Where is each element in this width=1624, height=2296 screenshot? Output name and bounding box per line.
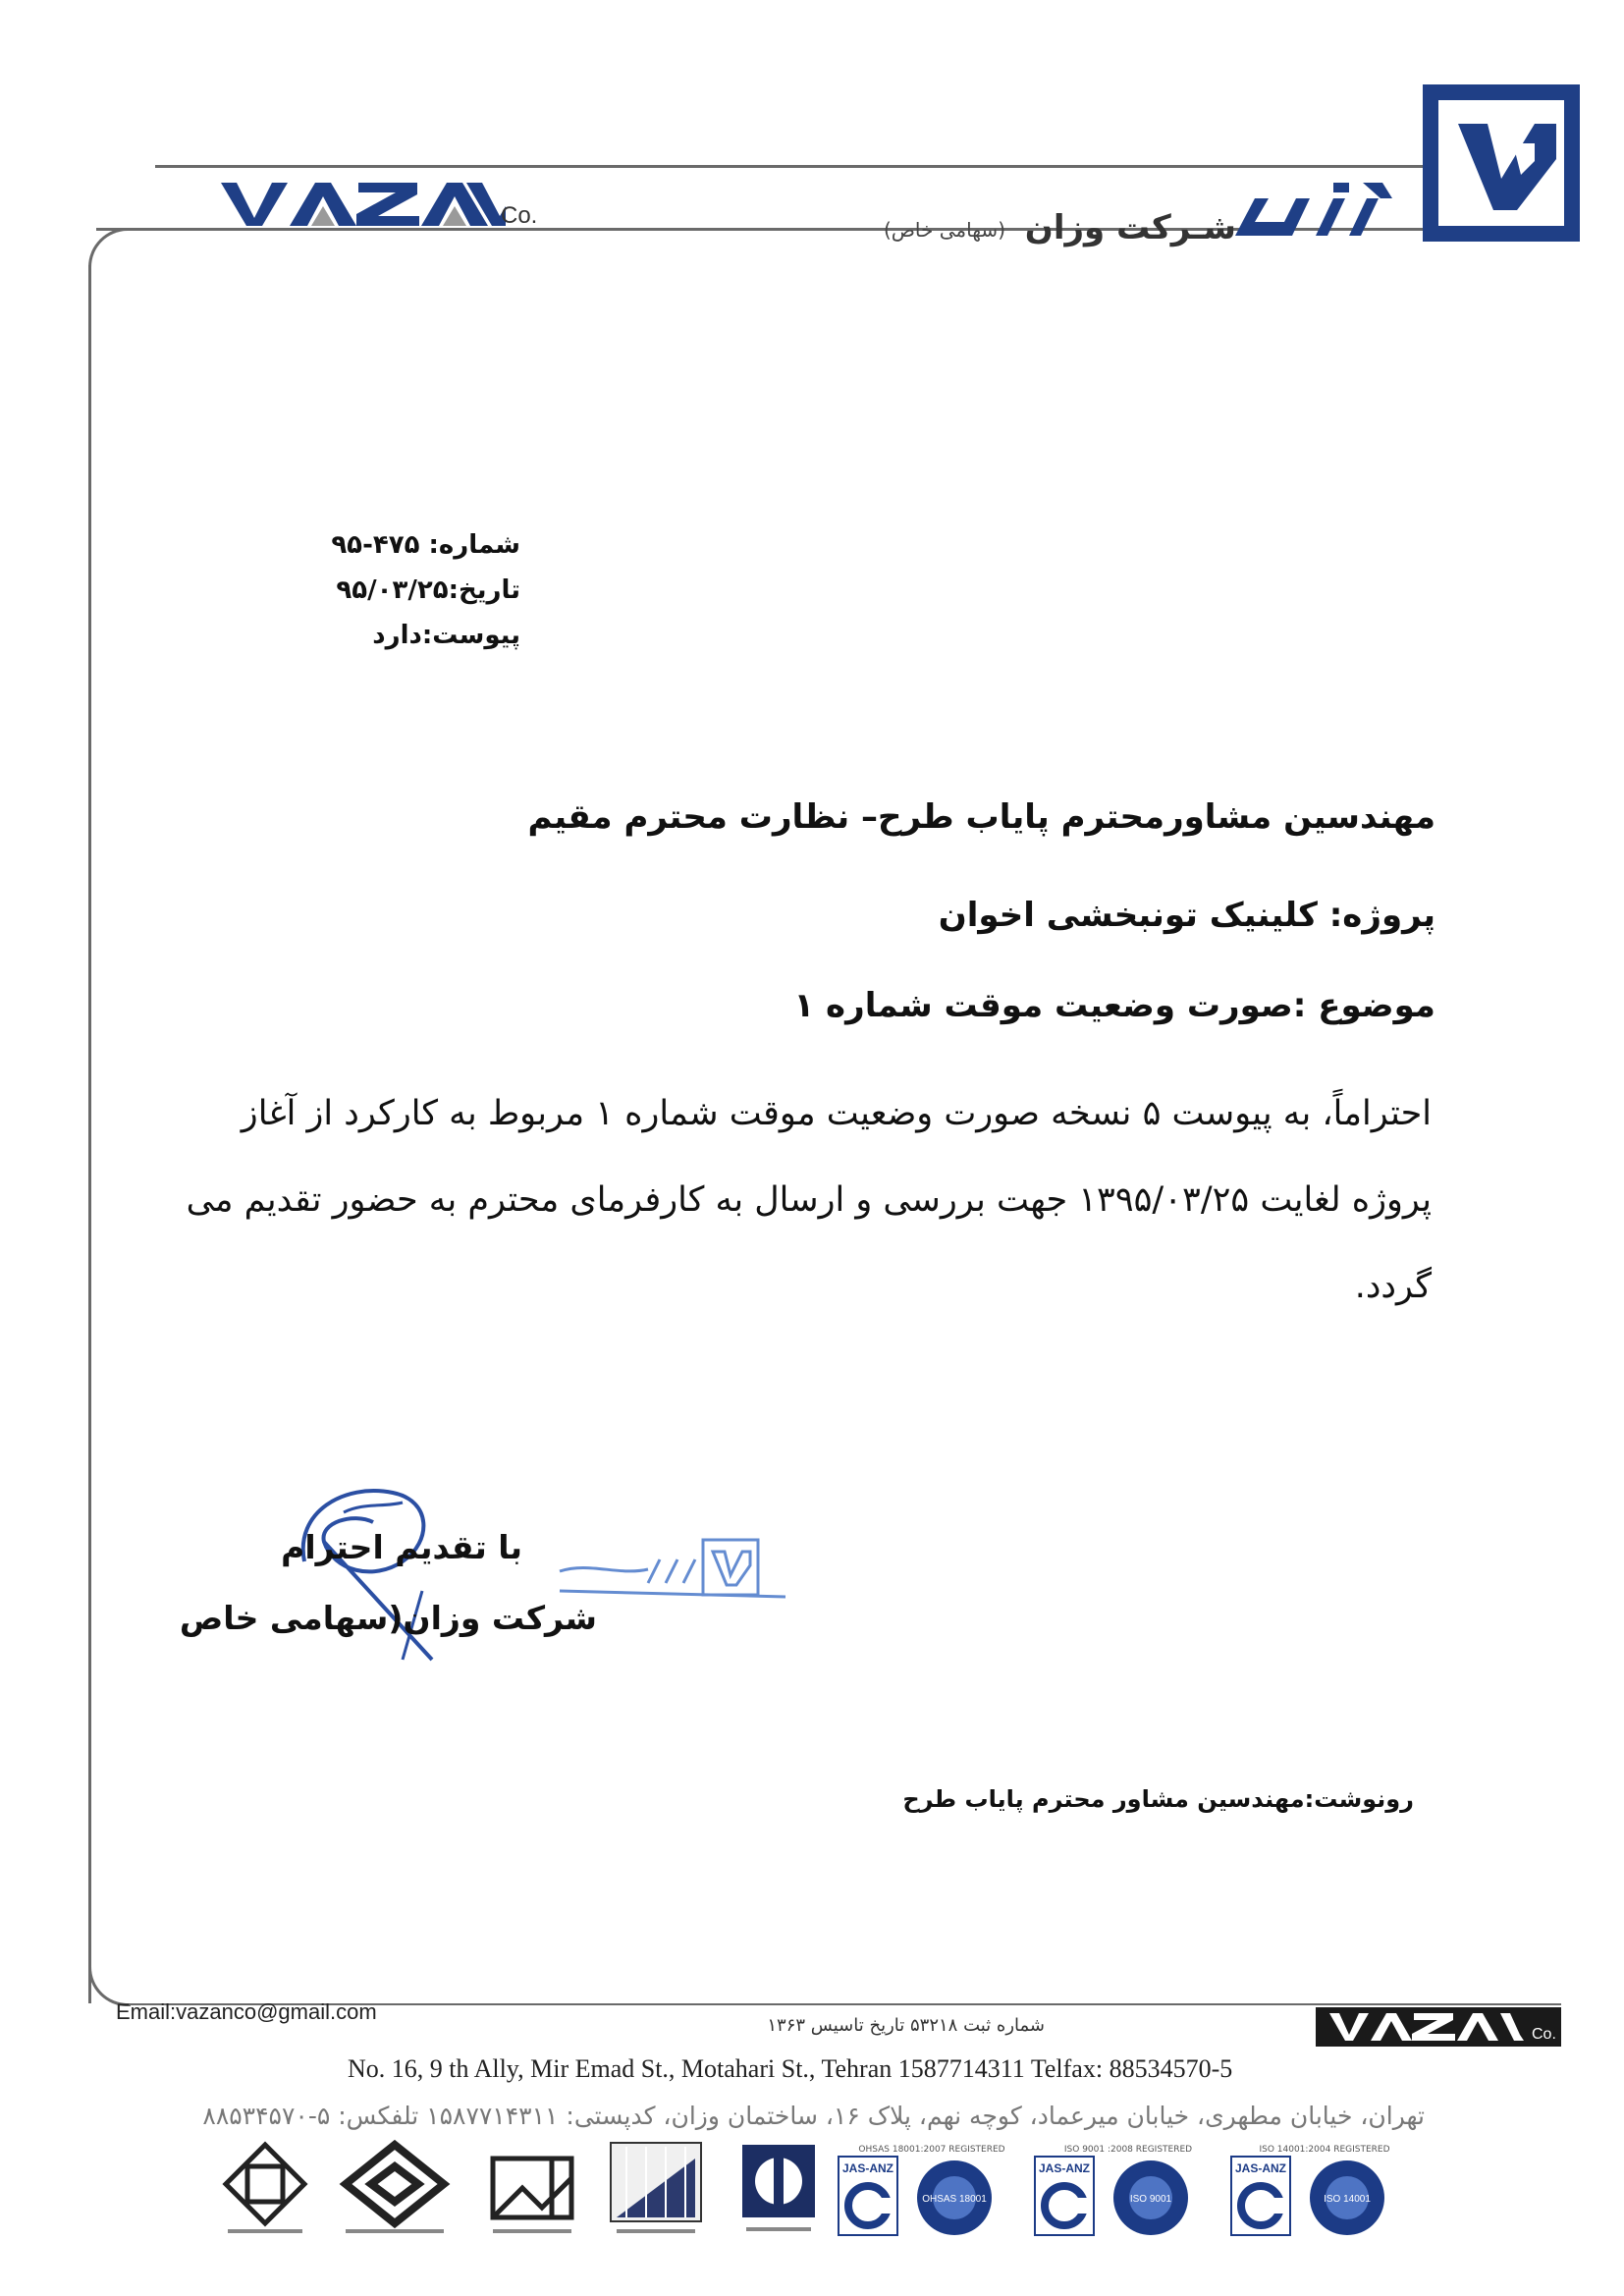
- cert-iso-9001: [1033, 2145, 1223, 2241]
- letter-number: شماره: ۴۷۵-۹۵: [331, 530, 520, 560]
- footer-email: Email:vazanco@gmail.com: [116, 1999, 377, 2024]
- svg-text:JAS-ANZ: JAS-ANZ: [841, 2161, 894, 2175]
- carbon-copy: رونوشت:مهندسین مشاور محترم پایاب طرح: [902, 1785, 1414, 1813]
- jas-anz-iso14001-icon: [1229, 2155, 1420, 2237]
- company-type: (سهامی خاص): [883, 218, 1005, 242]
- builders-syndicate-logo-icon: [483, 2139, 581, 2237]
- footer-wordmark-icon: [1316, 2007, 1561, 2047]
- cert-ohsas: [837, 2145, 1027, 2241]
- addressee: مهندسین مشاورمحترم پایاب طرح– نظارت محترم مقیم: [527, 797, 1435, 837]
- company-name: شـرکت وزان: [1024, 208, 1236, 247]
- mass-builders-logo-icon: [607, 2139, 705, 2237]
- vazan-wordmark: [221, 177, 506, 232]
- registration-info: شماره ثبت ۵۳۲۱۸ تاریخ تاسیس ۱۳۶۳: [767, 2015, 1045, 2036]
- project-title: پروژه: کلینیک تونبخشی اخوان: [938, 896, 1435, 935]
- engineering-society-logo-icon: [336, 2139, 454, 2237]
- footer-vazan-logo: [1316, 2007, 1561, 2047]
- svg-text:Co.: Co.: [1532, 2026, 1556, 2043]
- frame-left-line: [88, 265, 91, 2003]
- cert-iso-14001: [1229, 2145, 1420, 2241]
- concrete-association-logo-icon: [734, 2139, 823, 2237]
- cert-iso-14001-title: ISO 14001:2004 REGISTERED: [1259, 2145, 1390, 2155]
- letter-date: تاریخ:۹۵/۰۳/۲۵: [336, 575, 520, 605]
- subject-line: موضوع :صورت وضعیت موقت شماره ۱: [793, 986, 1435, 1025]
- jas-anz-iso9001-icon: [1033, 2155, 1223, 2237]
- closing-phrase: با تقدیم احترام: [281, 1528, 522, 1566]
- vazan-persian-logotype: [1235, 179, 1392, 242]
- letter-attachment: پیوست:دارد: [372, 621, 520, 650]
- company-logo-icon: [1419, 81, 1584, 246]
- association-logo-icon: [218, 2139, 312, 2237]
- cert-ohsas-title: OHSAS 18001:2007 REGISTERED: [858, 2145, 1005, 2155]
- header-rule: [155, 165, 1540, 168]
- svg-text:ISO 9001: ISO 9001: [1129, 2194, 1172, 2205]
- frame-corner-top: [88, 228, 131, 270]
- cert-iso-9001-title: ISO 9001 :2008 REGISTERED: [1063, 2145, 1193, 2155]
- brand-co-suffix: Co.: [501, 202, 538, 229]
- svg-text:JAS-ANZ: JAS-ANZ: [1234, 2161, 1287, 2175]
- address-persian: تهران، خیابان مطهری، خیابان میرعماد، کوچه نهم، پلاک ۱۶، ساختمان وزان، کدپستی: ۱۵۸۷۷۱۴۳۱۱ تلفکس: ۵-۸۸۵۳۴۵۷۰: [202, 2102, 1425, 2130]
- signatory-company: شرکت وزان(سهامی خاص: [179, 1599, 597, 1637]
- svg-text:ISO 14001: ISO 14001: [1324, 2194, 1371, 2205]
- jas-anz-ohsas-icon: [837, 2155, 1027, 2237]
- handwritten-signature: [285, 1473, 461, 1669]
- svg-text:JAS-ANZ: JAS-ANZ: [1038, 2161, 1091, 2175]
- letter-body: احتراماً، به پیوست ۵ نسخه صورت وضعیت موقت شماره ۱ مربوط به کارکرد از آغاز پروژه لغایت ۱۳۹۵/۰۳/۲۵ جهت بررسی و ارسال به کارفرمای محترم به حضور تقدیم می گردد.: [186, 1094, 1432, 1306]
- svg-text:OHSAS 18001: OHSAS 18001: [922, 2194, 987, 2205]
- address-english: No. 16, 9 th Ally, Mir Emad St., Motahari St., Tehran 1587714311 Telfax: 88534570-5: [348, 2054, 1233, 2083]
